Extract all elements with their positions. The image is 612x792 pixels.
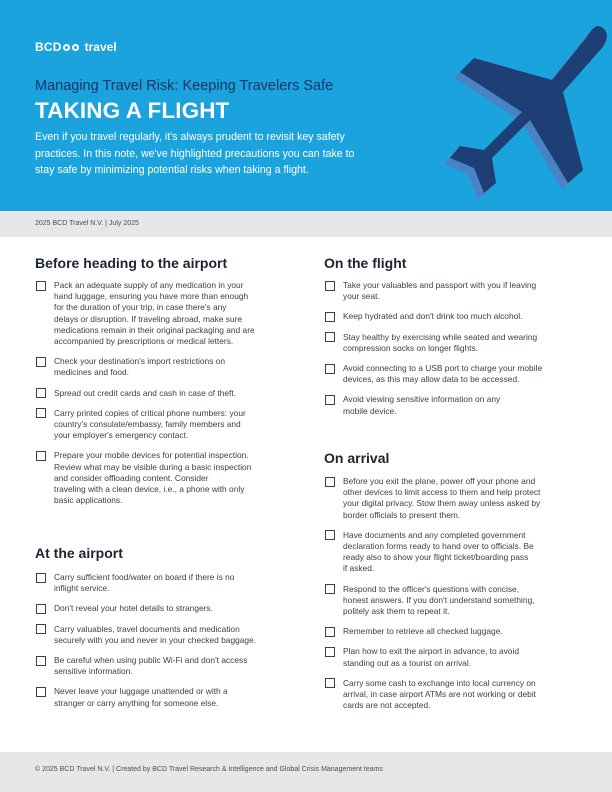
list-item <box>325 476 593 521</box>
list-item-text: Don't reveal your hotel details to strangers. <box>54 603 213 614</box>
list-item-text: Check your destination's import restrictions on medicines and food. <box>54 356 226 378</box>
checkbox[interactable] <box>325 332 335 342</box>
list-item-text: Avoid viewing sensitive information on any mobile device. <box>343 394 501 416</box>
list-item-text: Stay healthy by exercising while seated and wearing compression socks on longer flights. <box>343 331 538 353</box>
checkbox[interactable] <box>325 364 335 374</box>
checkbox[interactable] <box>36 357 46 367</box>
checkbox[interactable] <box>36 687 46 697</box>
list-item-text: Prepare your mobile devices for potential inspection. Review what may be visible during a basic inspection and consider offloading content. Consider traveling with a clean device, i.e., a phone with only basic applications. <box>54 450 252 506</box>
list-item <box>325 332 593 354</box>
airplane-icon <box>380 18 612 208</box>
list-item-text: Take your valuables and passport with you if leaving your seat. <box>343 280 537 302</box>
list-item-text: Plan how to exit the airport in advance, to avoid standing out as a tourist on arrival. <box>343 646 519 668</box>
list-item <box>325 394 593 416</box>
list-item <box>325 530 593 575</box>
list-item <box>36 624 298 646</box>
kicker-subtitle: Managing Travel Risk: Keeping Travelers Safe <box>35 78 334 94</box>
list-item-text: Carry valuables, travel documents and medication securely with you and never in your checked baggage. <box>54 623 257 645</box>
checklist-on-arrival <box>325 476 593 720</box>
checkbox[interactable] <box>36 604 46 614</box>
list-item-text: Have documents and any completed government declaration forms ready to hand over to officials. Be ready also to show your flight ticket/boarding pass if asked. <box>343 529 534 574</box>
list-item-text: Carry sufficient food/water on board if there is no inflight service. <box>54 572 235 594</box>
checkbox[interactable] <box>325 678 335 688</box>
checkbox[interactable] <box>325 647 335 657</box>
checkbox[interactable] <box>36 656 46 666</box>
section-title-on-flight: On the flight <box>324 255 407 271</box>
checkbox[interactable] <box>325 312 335 322</box>
list-item <box>36 655 298 677</box>
copyright-date: 2025 BCD Travel N.V. | July 2025 <box>35 220 139 227</box>
list-item <box>36 603 298 614</box>
logo-dots-icon <box>63 44 79 51</box>
list-item-text: Respond to the officer's questions with concise, honest answers. If you don't understand something, politely ask them to repeat it. <box>343 583 535 617</box>
checklist-before-airport <box>36 280 298 515</box>
list-item-text: Keep hydrated and don't drink too much alcohol. <box>343 311 523 322</box>
checklist-at-airport <box>36 572 298 718</box>
page-title: TAKING A FLIGHT <box>35 98 230 123</box>
list-item <box>325 584 593 618</box>
logo-brand: BCD <box>35 40 62 54</box>
list-item <box>325 280 593 302</box>
checkbox[interactable] <box>36 573 46 583</box>
logo-word: travel <box>84 40 117 54</box>
checklist-on-flight <box>325 280 593 426</box>
checkbox[interactable] <box>325 395 335 405</box>
list-item-text: Never leave your luggage unattended or with a stranger or carry anything for someone else. <box>54 686 228 708</box>
checkbox[interactable] <box>36 388 46 398</box>
bcd-travel-logo <box>35 40 117 54</box>
list-item-text: Carry printed copies of critical phone numbers: your country's consulate/embassy, family members and your employer's emergency contact. <box>54 407 246 441</box>
list-item-text: Spread out credit cards and cash in case of theft. <box>54 387 237 398</box>
section-title-on-arrival: On arrival <box>324 450 390 466</box>
list-item <box>325 646 593 668</box>
meta-bar <box>0 211 612 237</box>
list-item <box>36 280 298 347</box>
intro-paragraph: Even if you travel regularly, it's always prudent to revisit key safety practices. In this note, we've highlighted precautions you can take to stay safe by minimizing potential risks when taking a flight. <box>35 131 355 177</box>
list-item <box>325 363 593 385</box>
checkbox[interactable] <box>325 477 335 487</box>
list-item-text: Carry some cash to exchange into local currency on arrival, in case airport ATMs are not working or debit cards are not accepted. <box>343 677 537 711</box>
list-item <box>325 678 593 712</box>
list-item <box>325 626 593 637</box>
list-item-text: Remember to retrieve all checked luggage. <box>343 626 503 637</box>
footer-credits: © 2025 BCD Travel N.V. | Created by BCD Travel Research & Intelligence and Global Crisis Management teams <box>35 766 383 773</box>
list-item <box>36 572 298 594</box>
checkbox[interactable] <box>36 281 46 291</box>
list-item <box>36 408 298 442</box>
section-title-at-airport: At the airport <box>35 545 123 561</box>
list-item-text: Avoid connecting to a USB port to charge your mobile devices, as this may allow data to be accessed. <box>343 363 543 385</box>
header-banner <box>0 0 612 211</box>
checkbox[interactable] <box>325 530 335 540</box>
list-item-text: Pack an adequate supply of any medication in your hand luggage, ensuring you have more than enough for the duration of your trip, in case there's any delays or disruption. If traveling abroad, make sure medications remain in their original packaging and are accompanied by prescriptions or medical letters. <box>54 280 255 347</box>
checkbox[interactable] <box>325 281 335 291</box>
list-item <box>36 450 298 506</box>
checkbox[interactable] <box>325 584 335 594</box>
checkbox[interactable] <box>36 451 46 461</box>
list-item-text: Be careful when using public Wi-Fi and don't access sensitive information. <box>54 655 248 677</box>
list-item <box>36 388 298 399</box>
list-item <box>325 311 593 322</box>
checkbox[interactable] <box>36 408 46 418</box>
checkbox[interactable] <box>325 627 335 637</box>
list-item-text: Before you exit the plane, power off your phone and other devices to limit access to them and help protect your digital privacy. Stow them away unless asked by border officials to present them. <box>343 476 541 520</box>
footer-bar <box>0 752 612 792</box>
list-item <box>36 686 298 708</box>
section-title-before-airport: Before heading to the airport <box>35 255 228 271</box>
checkbox[interactable] <box>36 624 46 634</box>
list-item <box>36 356 298 378</box>
